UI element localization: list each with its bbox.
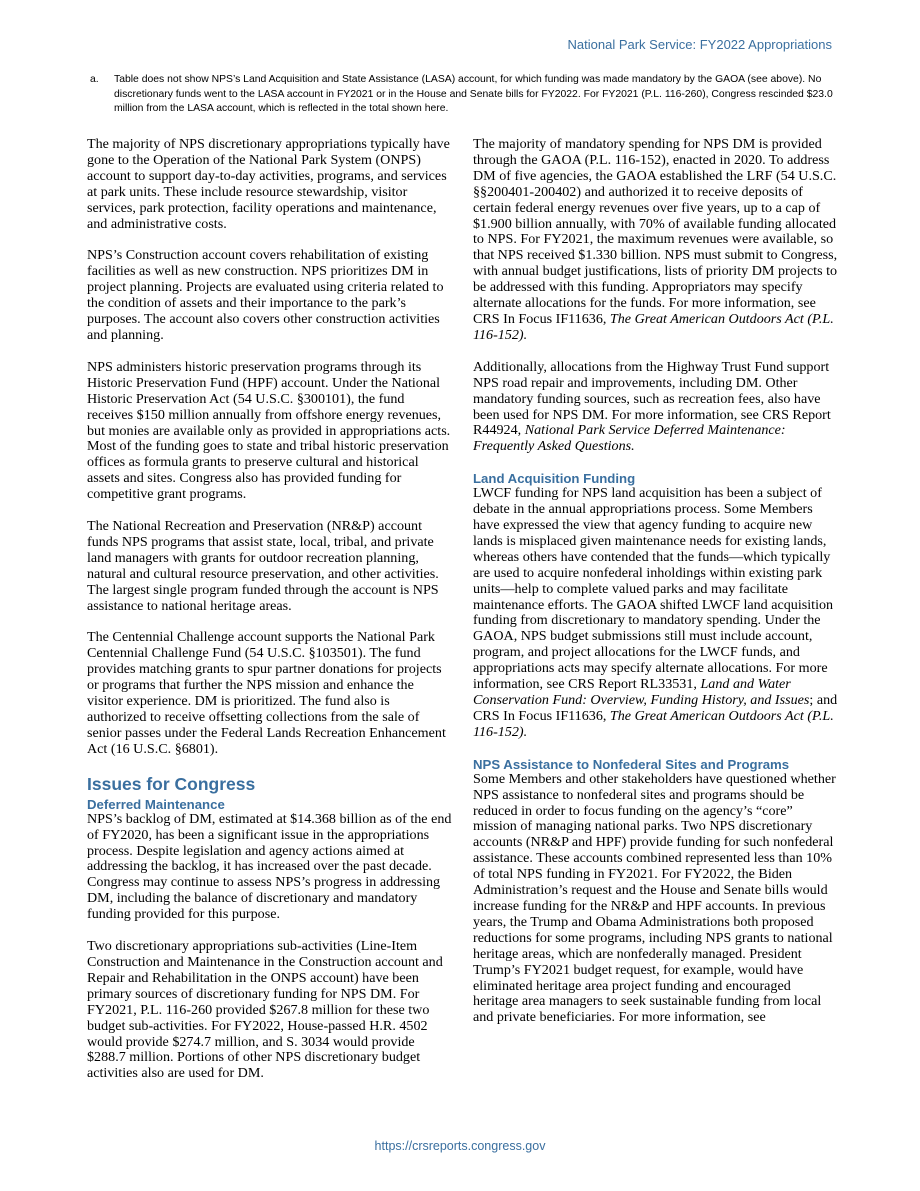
right-column [473,137,838,1042]
paragraph-dm-backlog: NPS’s backlog of DM, estimated at $14.368 billion as of the end of FY2020, has been a significant issue in the appropriations process. Despite legislation and agency actions aimed at addressing the backlog, it has increased over the past decade. Congress may continue to assess NPS’s progress in addressing DM, including the balance of discretionary and mandatory funding provided for this purpose. [87,810,452,923]
paragraph-construction: NPS’s Construction account covers rehabilitation of existing facilities as well as new construction. NPS prioritizes DM in project planning. Projects are evaluated using criteria related to the condition of assets and their importance to the park’s purposes. The account also covers other construction activities and planning. [87,247,444,343]
left-column [87,137,452,1098]
footnote-marker: a. [90,74,99,85]
lwcf-citation: Land and Water Conservation Fund: Overview, Funding History, and Issues [473,676,810,708]
heading-deferred-maintenance: Deferred Maintenance [87,796,225,812]
paragraph-centennial: The Centennial Challenge account supports the National Park Centennial Challenge Fund (54 U.S.C. §103501). The fund provides matching grants to spur partner donations for projects or programs that further the NPS mission and enhance the visitor experience. DM is prioritized. The fund also is authorized to receive offsetting collections from the sale of senior passes under the Federal Lands Recreation Enhancement Act (16 U.S.C. §6801). [87,629,446,757]
gaoa-citation-2: The Great American Outdoors Act (P.L. 116-152). [473,707,834,740]
table-footnote [90,73,838,117]
paragraph-onps: The majority of NPS discretionary appropriations typically have gone to the Operation of the National Park System (ONPS) account to support day-to-day activities, programs, and services at park units. These include resource stewardship, visitor services, park protection, facility operations and maintenance, and administrative costs. [87,136,450,232]
paragraph-hpf: NPS administers historic preservation programs through its Historic Preservation Fund (HPF) account. Under the National Historic Preservation Act (54 U.S.C. §300101), the fund receives $150 million annually from offshore energy revenues, but monies are available only as provided in appropriations acts. Most of the funding goes to state and tribal historic preservation offices as formula grants to preserve cultural and historical assets and sites. Congress also has provided funding for competitive grant programs. [87,358,451,503]
paragraph-gaoa-mandatory [473,137,838,344]
paragraph-dm-discretionary: Two discretionary appropriations sub-activities (Line-Item Construction and Maintenance in the Construction account and Repair and Rehabilitation in the ONPS account) have been primary sources of discretionary funding for NPS DM. For FY2021, P.L. 116-260 provided $267.8 million for these two budget sub-activities. For FY2022, House-passed H.R. 4502 would provide $274.7 million, and S. 3034 would provide $288.7 million. Portions of other NPS discretionary budget activities also are used for DM. [87,938,443,1082]
paragraph-nrp: The National Recreation and Preservation (NR&P) account funds NPS programs that assist state, local, tribal, and private land managers with grants for outdoor recreation planning, natural and cultural resource preservation, and other activities. The largest single program funded through the account is NPS assistance to national heritage areas. [87,518,439,614]
highway-text: Additionally, allocations from the Highway Trust Fund support NPS road repair and improvements, including DM. Other mandatory funding sources, such as recreation fees, also have been used for NPS DM. For more information, see CRS Report R44924, [473,358,831,439]
dm-faq-citation: National Park Service Deferred Maintenance: Frequently Asked Questions. [473,422,786,455]
paragraph-lwcf [473,486,838,741]
heading-issues-for-congress: Issues for Congress [87,773,256,794]
running-header: National Park Service: FY2022 Appropriations [567,37,832,52]
lwcf-text: LWCF funding for NPS land acquisition has been a subject of debate in the annual appropriations process. Some Members have expressed the view that agency funding to acquire new lands is misplaced given maintenance needs for existing lands, whereas others have contended that the funds—which typically are used to acquire nonfederal inholdings within existing park units—help to complete valued parks and may facilitate maintenance efforts. The GAOA shifted LWCF land acquisition funding from discretionary to mandatory spending. Under the GAOA, NPS budget submissions still must include account, program, and project allocations for the LWCF funds, and appropriations acts may specify alternate allocations. For more information, see CRS Report RL33531, [473,485,834,693]
paragraph-highway-trust [473,360,838,455]
gaoa-citation: The Great American Outdoors Act (P.L. 116-152). [473,310,834,343]
lwcf-connector: ; and CRS In Focus IF11636, [473,692,838,724]
footnote-text: Table does not show NPS’s Land Acquisition and State Assistance (LASA) account, for which funding was made mandatory by the GAOA (see above). No discretionary funds went to the LASA account in FY2021 or in the House and Senate bills for FY2022. For FY2021 (P.L. 116-260), Congress rescinded $23.0 million from the LASA account, which is reflected in the total shown here. [114,74,833,114]
heading-nps-assistance: NPS Assistance to Nonfederal Sites and Programs [473,756,790,772]
heading-land-acquisition: Land Acquisition Funding [473,471,636,487]
footer-url[interactable]: https://crsreports.congress.gov [374,1139,546,1153]
paragraph-nonfederal: Some Members and other stakeholders have questioned whether NPS assistance to nonfederal sites and programs should be reduced in order to focus funding on the agency’s “core” mission of managing national parks. Two NPS discretionary accounts (NR&P and HPF) provide funding for such nonfederal assistance. These accounts combined represented less than 10% of total NPS funding in FY2021. For FY2022, the Biden Administration’s request and the House and Senate bills would increase funding for the NR&P and HPF accounts. In previous years, the Trump and Obama Administrations both proposed reductions for some programs, including NPS grants to national heritage areas, which are nonfederally managed. President Trump’s FY2021 budget request, for example, would have eliminated heritage area project funding and encouraged heritage area managers to seek sustainable funding from local and private beneficiaries. For more information, see [473,770,836,1026]
gaoa-text: The majority of mandatory spending for NPS DM is provided through the GAOA (P.L. 116-152), enacted in 2020. To address DM of five agencies, the GAOA established the LRF (54 U.S.C. §§200401-200402) and authorized it to receive deposits of certain federal energy revenues over five years, up to a cap of $1.900 billion annually, with 70% of available funding allocated to NPS. For FY2021, the maximum revenues were available, so that NPS received $1.330 billion. NPS must submit to Congress, with annual budget justifications, lists of priority DM projects to be addressed with this funding. Appropriators may specify alternate allocations for the funds. For more information, see CRS In Focus IF11636, [473,136,838,327]
